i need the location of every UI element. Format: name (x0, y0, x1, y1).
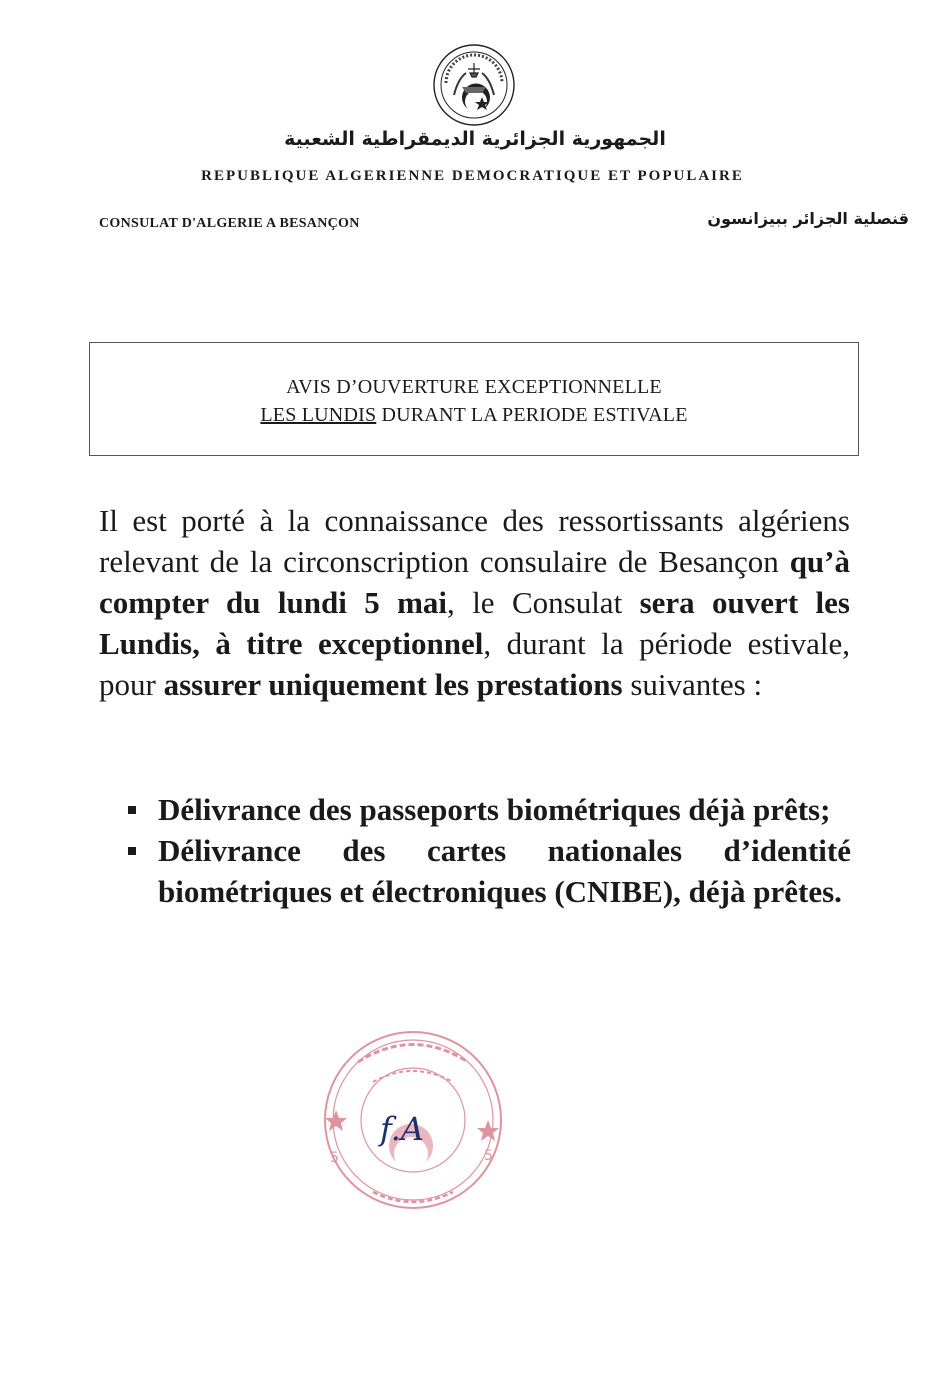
notice-paragraph (99, 500, 850, 705)
arabic-republic-title: الجمهورية الجزائرية الديمقراطية الشعبية (284, 128, 666, 150)
paragraph-text: suivantes : (622, 667, 763, 702)
stamp-number-right: 5 (484, 1148, 493, 1164)
list-item (128, 830, 851, 912)
paragraph-bold-date: qu’à compter du lundi 5 mai (99, 544, 850, 620)
paragraph-text: Il est porté à la connaissance des ressortissants algériens relevant de la circonscription consulaire de Besançon (99, 503, 850, 579)
notice-line2-rest: DURANT LA PERIODE ESTIVALE (376, 404, 688, 426)
notice-title-line2 (90, 401, 858, 429)
consulate-name-french: CONSULAT D'ALGERIE A BESANÇON (99, 216, 360, 231)
consulate-name-arabic: قنصلية الجزائر ببيزانسون (707, 209, 909, 228)
paragraph-text: , le Consulat (447, 585, 640, 620)
notice-underlined-text: LES LUNDIS (260, 404, 377, 426)
algeria-emblem-icon (432, 43, 516, 127)
bullet-square-icon (128, 847, 136, 855)
services-list (128, 789, 851, 912)
notice-title-box (89, 342, 859, 456)
french-republic-title: REPUBLIQUE ALGERIENNE DEMOCRATIQUE ET POPULAIRE (201, 168, 744, 184)
stamp-signature: f.A (380, 1110, 424, 1148)
list-item (128, 789, 851, 830)
bullet-square-icon (128, 806, 136, 814)
notice-title-line1: AVIS D’OUVERTURE EXCEPTIONNELLE (286, 376, 662, 398)
paragraph-bold-opening: sera ouvert les Lundis, à titre exceptionnel (99, 585, 850, 661)
list-item-text: Délivrance des passeports biométriques déjà prêts; (158, 792, 831, 827)
stamp-number-left: 5 (330, 1150, 339, 1166)
paragraph-bold-services: assurer uniquement les prestations (163, 667, 623, 702)
consulate-stamp-icon (318, 1022, 508, 1218)
list-item-text: Délivrance des cartes nationales d’identité biométriques et électroniques (CNIBE), déjà prêtes. (158, 833, 851, 909)
paragraph-text: , durant la période estivale, pour (99, 626, 850, 702)
